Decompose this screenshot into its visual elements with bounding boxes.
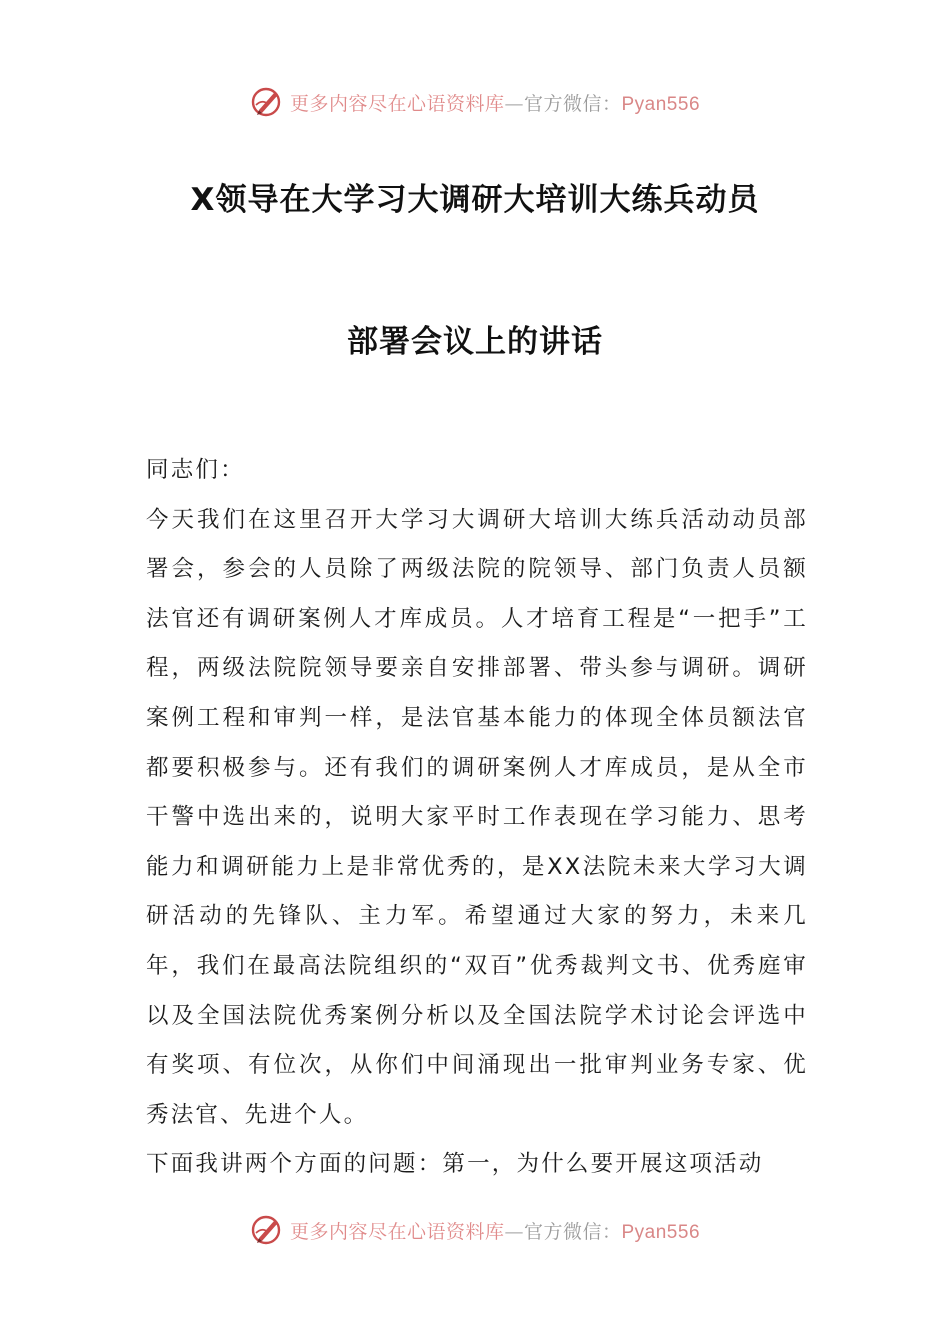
watermark-text: [290, 89, 700, 116]
watermark-separator: —: [504, 92, 524, 115]
watermark-wechat-id: Pyan556: [621, 93, 701, 115]
document-title-line-1: X领导在大学习大调研大培训大练兵动员: [190, 182, 760, 218]
salutation: 同志们：: [146, 457, 245, 483]
document-title-line-2: 部署会议上的讲话: [347, 324, 603, 360]
body-paragraph-1: 今天我们在这里召开大学习大调研大培训大练兵活动动员部署会，参会的人员除了两级法院的院领导、部门负责人员额法官还有调研案例人才库成员。人才培育工程是“一把手”工程，两级法院院领导要亲自安排部署、带头参与调研。调研案例工程和审判一样，是法官基本能力的体现全体员额法官都要积极参与。还有我们的调研案例人才库成员，是从全市干警中选出来的，说明大家平时工作表现在学习能力、思考能力和调研能力上是非常优秀的，是XX法院未来大学习大调研活动的先锋队、主力军。希望通过大家的努力，未来几年，我们在最高法院组织的“双百”优秀裁判文书、优秀庭审以及全国法院优秀案例分析以及全国法院学术讨论会评选中有奖项、有位次，从你们中间涌现出一批审判业务专家、优秀法官、先进个人。: [146, 506, 808, 1128]
watermark-wechat-id: Pyan556: [621, 1221, 701, 1243]
header-watermark: [0, 80, 950, 124]
body-paragraph-2: 下面我讲两个方面的问题：第一，为什么要开展这项活动: [146, 1151, 764, 1178]
watermark-official: 官方微信：: [523, 92, 622, 115]
watermark-brand: 更多内容尽在心语资料库: [289, 1220, 505, 1243]
watermark-text: [290, 1217, 700, 1244]
watermark-separator: —: [504, 1220, 524, 1243]
footer-watermark: [0, 1208, 950, 1252]
pen-in-circle-icon: [250, 1213, 284, 1247]
watermark-official: 官方微信：: [523, 1220, 622, 1243]
pen-in-circle-icon: [250, 85, 284, 119]
watermark-brand: 更多内容尽在心语资料库: [289, 92, 505, 115]
document-body: [146, 446, 808, 1190]
